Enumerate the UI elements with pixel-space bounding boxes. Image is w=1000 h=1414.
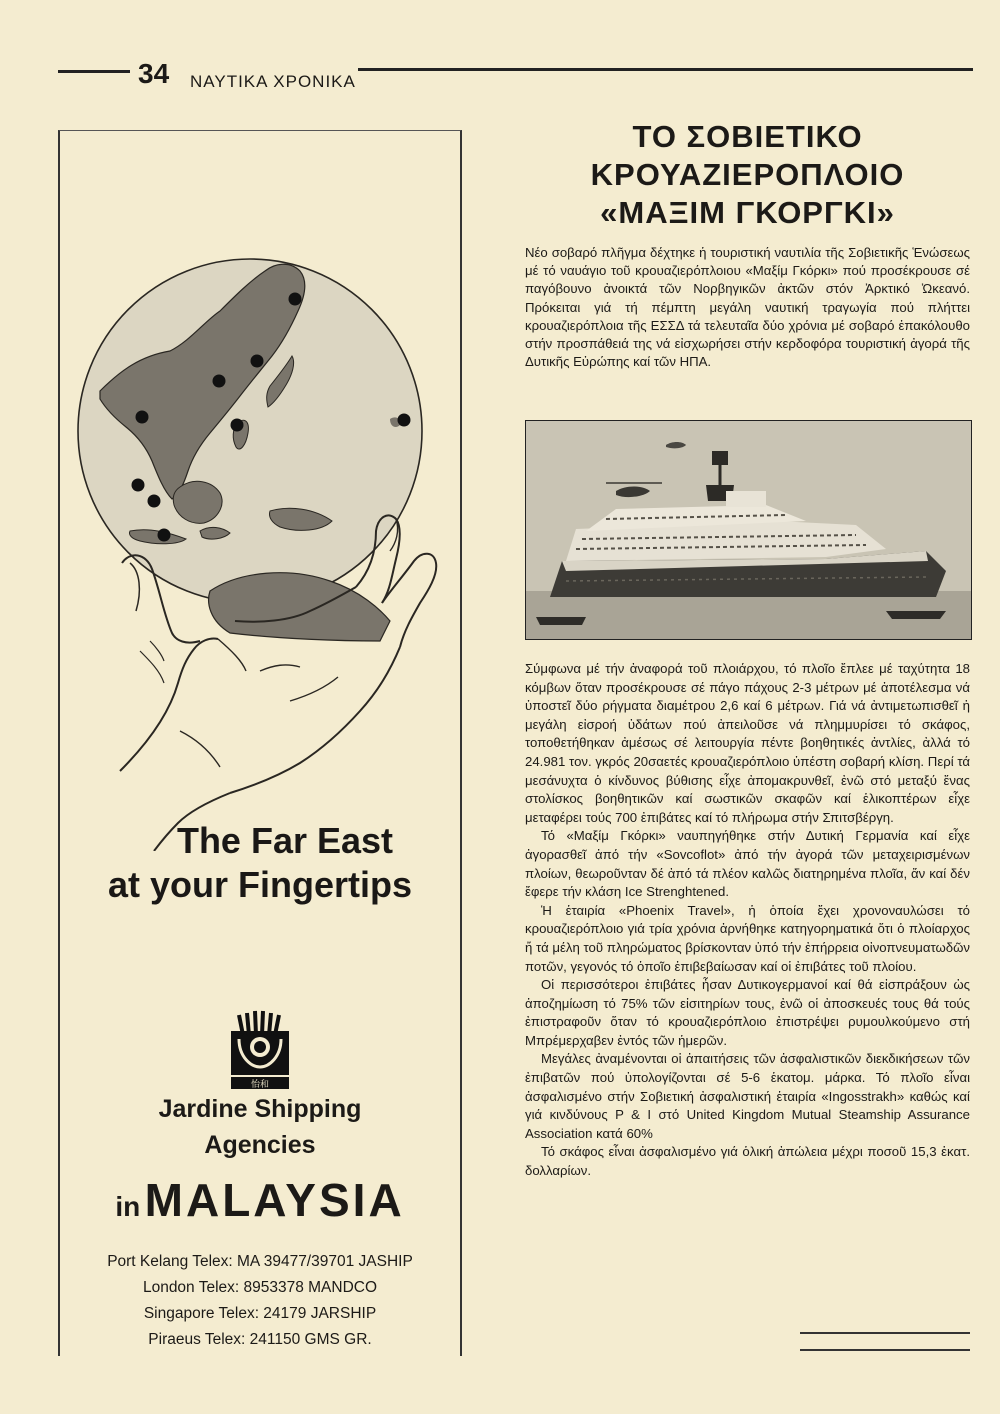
- ad-country-line: [60, 1173, 460, 1227]
- logo-chinese-text: 怡和: [250, 1080, 270, 1089]
- end-rule-bottom: [800, 1349, 970, 1351]
- article-paragraph-4: Οἱ περισσότεροι ἐπιβάτες ἦσαν Δυτικογερμανοί καί θά εἰσπράξουν ὡς ἀποζημίωση τό 75% τῶν εἰσιτηρίων τους, ἐνῶ οἱ ἀποσκευές τους θά τούς ἐπιστραφοῦν ὅταν τό κρουαζιερόπλοιο ἐπιστρέψει ρυμουλκούμενο στή Μπρέμερχαβεν ἐντός τῶν ἡμερῶν.: [525, 977, 970, 1048]
- ad-country: MALAYSIA: [144, 1174, 405, 1226]
- page-number: 34: [138, 58, 170, 89]
- ad-headline-line2: at your Fingertips: [107, 864, 413, 905]
- globe-hand-illustration: [60, 171, 460, 851]
- article-paragraph-5: Μεγάλες ἀναμένονται οἱ ἀπαιτήσεις τῶν ἀσφαλιστικῶν διεκδικήσεων τῶν ἐπιβατῶν πού ὑπολογίζονται σέ 5-6 ἑκατομ. μάρκα. Τό πλοῖο εἶναι ἀσφαλισμένο στήν Σοβιετική ἀσφαλιστική ἑταιρία «Ingosstrakh» καθώς καί γιά κινδύνους P & I στό United Kingdom Mutual Steamship Assurance Association κατά 60%: [525, 1051, 970, 1141]
- ad-contact-london: London Telex: 8953378 MANDCO: [142, 1279, 378, 1296]
- article-lead: Νέο σοβαρό πλῆγμα δέχτηκε ἡ τουριστική ναυτιλία τῆς Σοβιετικῆς Ἑνώσεως μέ τό ναυάγιο τοῦ κρουαζιερόπλοιου «Μαξίμ Γκόρκι» πού προσέκρουσε σέ παγόβουνο ἀνοικτά τῶν Νορβηγικῶν ἀκτῶν στόν Ἀρκτικό Ὠκεανό. Πρόκειται γιά τή πέμπτη μεγάλη ναυτική τραγωγία πού πλήττει κρουαζιερόπλοια τῆς ΕΣΣΔ τά τελευταῖα δύο χρόνια μέ σοβαρό ἐπακόλουθο στήν προσπάθειά της νά εἰσχωρήσει στήν κερδοφόρα τουριστική ἀγορά τῆς Δυτικῆς Εὐρώπης καί τῶν ΗΠΑ.: [525, 245, 970, 370]
- publication-title: ΝΑΥΤΙΚΑ ΧΡΟΝΙΚΑ: [190, 72, 356, 91]
- article-paragraph-1: Σύμφωνα μέ τήν ἀναφορά τοῦ πλοιάρχου, τό πλοῖο ἔπλεε μέ ταχύτητα 18 κόμβων ὅταν προσέκρουσε σέ πάγο πάχους 2-3 μέτρων μέ ἀποτέλεσμα νά ὑποστεῖ δύο ρήγματα διαμέτρου 2,6 καί 6 μέτρων. Γιά νά ἀντιμετωπισθεῖ ἡ μεγάλη εἰσροή ὑδάτων πού ἀπειλοῦσε νά πλημμυρίσει τό σκάφος, τοποθετήθηκαν ἀμέσως σέ λειτουργία πέντε βοηθητικές ἀντλίες, ἀλλά τό 24.981 τον. γκρός 20σαετές κρουαζιερόπλοιο ὑπέστη σοβαρή κλίση. Περί τά μεσάνυχτα ὁ κίνδυνος βύθισης εἶχε ἀπομακρυνθεῖ, ἐνῶ στό μεταξύ ἕνας στολίσκος βοηθητικῶν καί σωστικῶν σκαφῶν καί ἑλικοπτέρων εἶχε μεταφέρει τούς 700 ἐπιβάτες καί τό πλήρωμα στήν Σπιτσβέργη.: [525, 661, 970, 825]
- header-rule-left: [58, 70, 130, 73]
- article-body: [525, 660, 970, 1181]
- article-paragraph-2: Τό «Μαξίμ Γκόρκι» ναυπηγήθηκε στήν Δυτική Γερμανία καί εἶχε ἀγορασθεῖ ἀπό τήν «Sovcoflot» ἀπό τήν ἀγορά τῶν μεταχειρισμένων πλοίων, θεωροῦνταν δέ ἀπό τά πλέον καλῶς διατηρημένα πλοῖα, ἄν καί δέν ἔφερε τήν κλάση Ice Strenghtened.: [525, 828, 970, 900]
- article-title-line1: ΤΟ ΣΟΒΙΕΤΙΚΟ: [632, 119, 863, 154]
- ad-contact-piraeus: Piraeus Telex: 241150 GMS GR.: [148, 1331, 372, 1348]
- advertisement: [58, 130, 462, 1356]
- ad-contact-singapore: Singapore Telex: 24179 JARSHIP: [143, 1305, 377, 1322]
- article-title-line2: ΚΡΟΥΑΖΙΕΡΟΠΛΟΙΟ: [590, 157, 905, 192]
- ship-photo: [525, 420, 972, 640]
- end-rule-top: [800, 1332, 970, 1334]
- article-paragraph-3: Ἡ ἑταιρία «Phoenix Travel», ἡ ὁποία ἔχει χρονοναυλώσει τό κρουαζιερόπλοιο γιά τρία χρόνια ἀρνήθηκε κατηγορηματικά ὅτι ὁ πλοίαρχος ἤ τά μέλη τοῦ πληρώματος βρίσκονταν ὑπό τήν ἐπήρρεια οἰνοπνευματωδῶν ποτῶν, γεγονός τό ὁποῖο ἐπιβεβαίωσαν καί οἱ ἐπιβάτες τοῦ πλοίου.: [525, 902, 970, 974]
- ad-contact-port-kelang: Port Kelang Telex: MA 39477/39701 JASHIP: [107, 1253, 413, 1270]
- ad-headline: [60, 819, 460, 907]
- ad-company-line1: Jardine Shipping: [158, 1095, 362, 1123]
- article-paragraph-6: Τό σκάφος εἶναι ἀσφαλισμένο γιά ὁλική ἀπώλεια μέχρι ποσοῦ 15,3 ἑκατ. δολλαρίων.: [525, 1144, 970, 1179]
- article-title: [525, 118, 970, 232]
- ad-company-name: [60, 1091, 460, 1163]
- ad-contacts: [60, 1249, 460, 1353]
- ad-company-line2: Agencies: [204, 1131, 316, 1159]
- article-title-line3: «ΜΑΞΙΜ ΓΚΟΡΓΚΙ»: [600, 195, 895, 230]
- cruise-ship-image: [526, 421, 971, 639]
- ad-headline-line1: The Far East: [176, 820, 394, 861]
- ad-country-prefix: in: [115, 1191, 141, 1222]
- jardine-thistle-logo: [225, 1009, 295, 1089]
- header-rule-right: [358, 68, 973, 71]
